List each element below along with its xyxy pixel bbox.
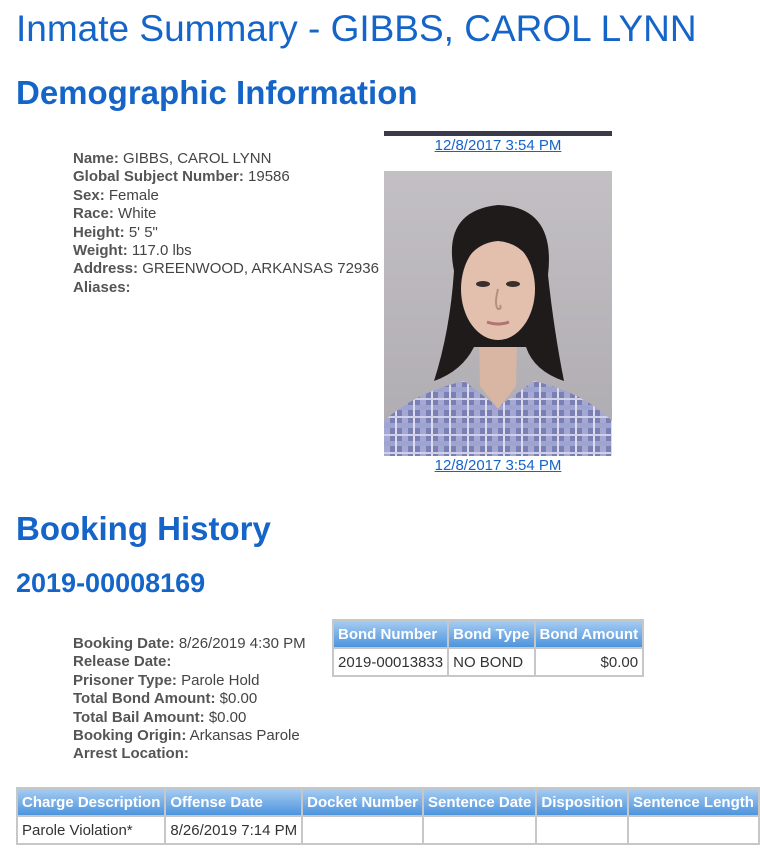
bond-amount-header[interactable]: Bond Amount [535,620,644,648]
charge-table [16,787,760,845]
total-bail-amount-value: $0.00 [208,708,247,726]
arrest-location-row: Arrest Location: [73,745,189,763]
docket-number-header[interactable]: Docket Number [302,788,423,816]
sentence-length-cell [628,816,759,844]
race-row: Race: White [73,205,157,223]
bond-number-header[interactable]: Bond Number [333,620,448,648]
bond-number-cell: 2019-00013833 [333,648,448,676]
table-row [17,816,759,844]
sex-row: Sex: Female [73,186,159,204]
height-value: 5' 5" [128,223,158,241]
demographic-heading: Demographic Information [16,74,418,111]
global-subject-number-row: Global Subject Number: 19586 [73,168,290,186]
weight-value: 117.0 lbs [131,242,192,260]
previous-photo-edge [384,131,612,136]
bond-type-header[interactable]: Bond Type [448,620,534,648]
sentence-date-header[interactable]: Sentence Date [423,788,536,816]
address-row: Address: GREENWOOD, ARKANSAS 72936 [73,260,379,278]
offense-date-header[interactable]: Offense Date [165,788,302,816]
booking-info [73,635,306,764]
charge-description-header[interactable]: Charge Description [17,788,165,816]
booking-history-heading: Booking History [16,510,271,547]
booking-origin-row: Booking Origin: Arkansas Parole [73,727,300,745]
disposition-header[interactable]: Disposition [536,788,628,816]
booking-date-value: 8/26/2019 4:30 PM [178,635,306,652]
height-row: Height: 5' 5" [73,223,158,241]
docket-number-cell [302,816,423,844]
total-bond-amount-value: $0.00 [219,690,258,708]
sentence-length-header[interactable]: Sentence Length [628,788,759,816]
table-row [333,648,643,676]
demographic-info [73,150,379,297]
sex-value: Female [108,186,159,204]
bond-amount-cell: $0.00 [535,648,644,676]
prisoner-type-value: Parole Hold [181,671,260,689]
mugshot-image [384,171,612,456]
address-value: GREENWOOD, ARKANSAS 72936 [142,260,379,278]
booking-date-row: Booking Date: 8/26/2019 4:30 PM [73,635,306,652]
charge-description-cell: Parole Violation* [17,816,165,844]
total-bond-amount-row: Total Bond Amount: $0.00 [73,690,258,708]
disposition-cell [536,816,628,844]
global-subject-number-value: 19586 [248,168,290,186]
race-value: White [118,205,157,223]
name-row: Name: GIBBS, CAROL LYNN [73,150,272,167]
bond-table [332,619,644,677]
booking-origin-value: Arkansas Parole [189,727,300,745]
weight-row: Weight: 117.0 lbs [73,242,192,260]
booking-number: 2019-00008169 [16,568,206,598]
total-bail-amount-row: Total Bail Amount: $0.00 [73,708,247,726]
name-value: GIBBS, CAROL LYNN [123,150,272,167]
charge-table-container [16,787,754,847]
page-title: Inmate Summary - GIBBS, CAROL LYNN [16,8,697,49]
offense-date-cell: 8/26/2019 7:14 PM [165,816,302,844]
release-date-row: Release Date: [73,653,172,671]
mugshot-photo[interactable] [384,171,612,456]
aliases-row: Aliases: [73,278,131,296]
prisoner-type-row: Prisoner Type: Parole Hold [73,671,260,689]
bond-type-cell: NO BOND [448,648,534,676]
charge-table-header [17,788,759,816]
photo-timestamp-link-2[interactable]: 12/8/2017 3:54 PM [434,457,562,474]
sentence-date-cell [423,816,536,844]
photo-timestamp-link-1[interactable]: 12/8/2017 3:54 PM [434,137,562,154]
bond-table-header [333,620,643,648]
